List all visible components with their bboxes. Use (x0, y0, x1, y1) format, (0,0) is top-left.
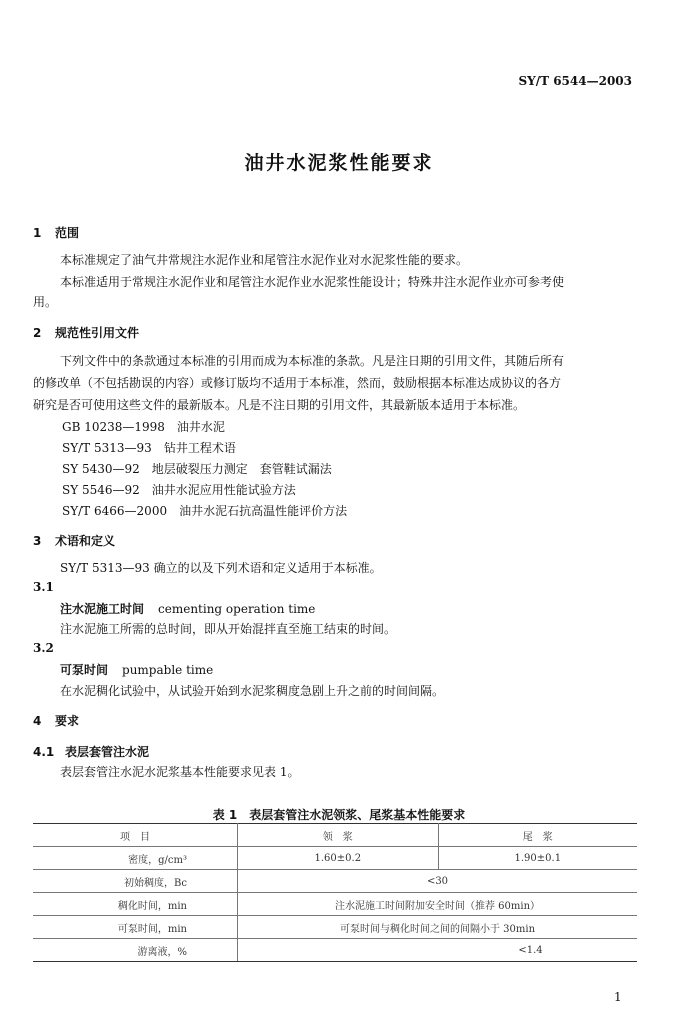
page-number: 1 (614, 990, 622, 1004)
item-cell: 游离液，% (33, 939, 238, 962)
paragraph: 本标准适用于常规注水泥作业和尾管注水泥作业水泥浆性能设计；特殊井注水泥作业亦可参考使 (60, 275, 565, 289)
table-row (33, 893, 637, 916)
paragraph: 下列文件中的条款通过本标准的引用而成为本标准的条款。凡是注日期的引用文件，其随后所有 (60, 354, 565, 368)
table-row (33, 847, 637, 870)
section-title: 术语和定义 (55, 534, 116, 548)
section-title: 规范性引用文件 (55, 326, 140, 340)
section-number: 1 (33, 226, 42, 240)
reference-item: SY/T 6466—2000 油井水泥石抗高温性能评价方法 (62, 504, 348, 518)
lead-slurry-cell: 1.60±0.2 (238, 847, 439, 870)
header-cell: 尾 浆 (438, 824, 637, 847)
paragraph: 表层套管注水泥水泥浆基本性能要求见表 1。 (60, 765, 300, 779)
section-2-heading (33, 324, 139, 341)
tail-slurry-cell: 1.90±0.1 (438, 847, 637, 870)
subsection-number: 4.1 (33, 745, 55, 759)
subsection-4-1-heading (33, 743, 149, 760)
table-row (33, 916, 637, 939)
paragraph: SY/T 5313—93 确立的以及下列术语和定义适用于本标准。 (60, 561, 382, 575)
table-header-row (33, 824, 637, 847)
section-number: 4 (33, 714, 42, 728)
term-chinese: 注水泥施工时间 (60, 602, 145, 616)
properties-table (33, 823, 637, 962)
term-english: cementing operation time (158, 602, 316, 616)
header-cell: 项 目 (33, 824, 238, 847)
term-heading (60, 661, 213, 678)
table-row (33, 939, 637, 962)
merged-cell: 注水泥施工时间附加安全时间（推荐 60min） (238, 893, 638, 916)
merged-cell: 可泵时间与稠化时间之间的间隔小于 30min (238, 916, 638, 939)
reference-item: SY/T 5313—93 钻井工程术语 (62, 441, 236, 455)
term-chinese: 可泵时间 (60, 663, 109, 677)
reference-item: SY 5546—92 油井水泥应用性能试验方法 (62, 483, 296, 497)
table-row (33, 870, 637, 893)
term-number: 3.1 (33, 580, 54, 594)
reference-item: SY 5430—92 地层破裂压力测定 套管鞋试漏法 (62, 462, 332, 476)
table-caption: 表 1 表层套管注水泥领浆、尾浆基本性能要求 (212, 808, 466, 822)
reference-item: GB 10238—1998 油井水泥 (62, 420, 225, 434)
subsection-title: 表层套管注水泥 (65, 745, 150, 759)
section-4-heading (33, 712, 79, 729)
document-title: 油井水泥浆性能要求 (244, 152, 434, 174)
merged-cell: <30 (238, 870, 638, 893)
term-heading (60, 600, 315, 617)
header-cell: 领 浆 (238, 824, 439, 847)
term-definition: 注水泥施工所需的总时间，即从开始混拌直至施工结束的时间。 (60, 622, 397, 636)
term-number: 3.2 (33, 641, 54, 655)
term-definition: 在水泥稠化试验中，从试验开始到水泥浆稠度急剧上升之前的时间间隔。 (60, 684, 445, 698)
section-number: 2 (33, 326, 42, 340)
paragraph: 本标准规定了油气井常规注水泥作业和尾管注水泥作业对水泥浆性能的要求。 (60, 253, 469, 267)
paragraph-continuation: 用。 (33, 295, 58, 309)
section-title: 要求 (55, 714, 80, 728)
item-cell: 可泵时间，min (33, 916, 238, 939)
section-number: 3 (33, 534, 42, 548)
section-1-heading (33, 224, 79, 241)
section-3-heading (33, 532, 115, 549)
term-english: pumpable time (122, 663, 214, 677)
paragraph-continuation: 研究是否可使用这些文件的最新版本。凡是不注日期的引用文件，其最新版本适用于本标准。 (33, 398, 526, 412)
item-cell: 稠化时间，min (33, 893, 238, 916)
item-cell: 初始稠度，Bc (33, 870, 238, 893)
standard-number: SY/T 6544—2003 (518, 74, 632, 88)
merged-cell: <1.4 (238, 939, 638, 962)
paragraph-continuation: 的修改单（不包括勘误的内容）或修订版均不适用于本标准，然而，鼓励根据本标准达成协议的各方 (33, 376, 562, 390)
item-cell: 密度，g/cm³ (33, 847, 238, 870)
section-title: 范围 (55, 226, 80, 240)
